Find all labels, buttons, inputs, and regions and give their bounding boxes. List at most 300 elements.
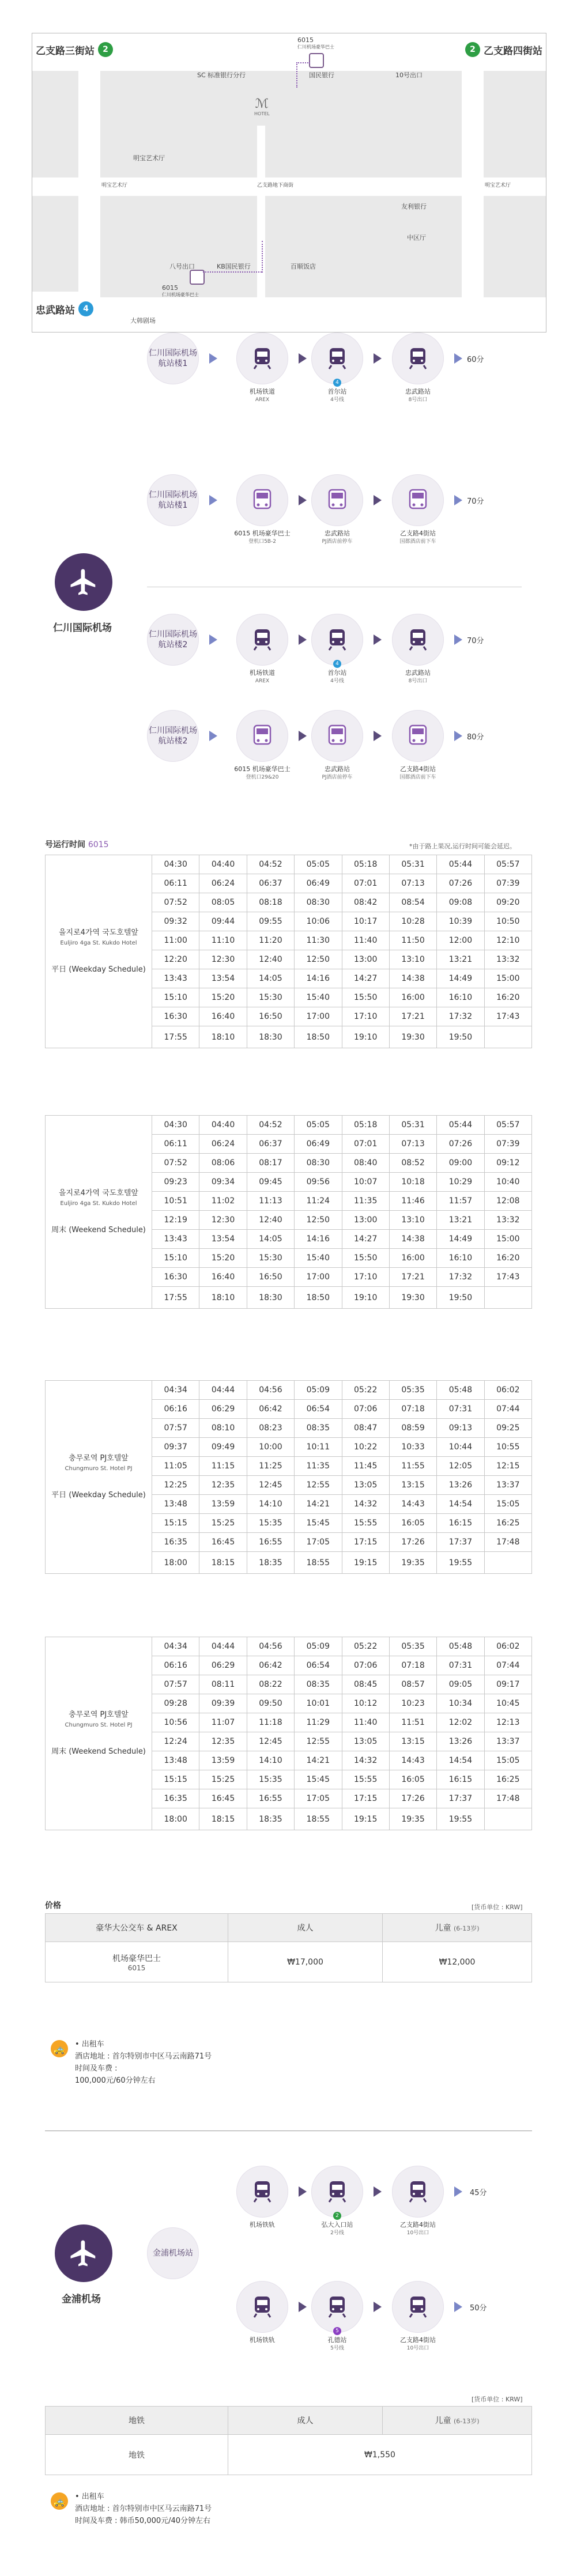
timetable-cell: 11:24 xyxy=(295,1192,342,1211)
timetable-cell: 17:15 xyxy=(342,1789,389,1808)
timetable-cell: 09:25 xyxy=(484,1419,531,1438)
timetable-cell: 09:32 xyxy=(152,912,199,931)
price2-header-adult: 成人 xyxy=(228,2407,383,2435)
route-step-caption xyxy=(380,765,455,781)
timetable-cell: 16:05 xyxy=(389,1770,436,1789)
timetable-cell: 16:35 xyxy=(152,1789,199,1808)
timetable-cell: 10:29 xyxy=(437,1173,484,1192)
timetable-cell: 12:05 xyxy=(437,1457,484,1476)
timetable-cell: 14:27 xyxy=(342,1230,389,1249)
timetable-cell: 06:54 xyxy=(295,1400,342,1419)
line-badge: 2 xyxy=(333,2212,341,2220)
train-node xyxy=(311,2166,363,2218)
route-duration: 45分 xyxy=(470,2189,487,2197)
timetable-stop-cell xyxy=(46,1381,152,1574)
route-start-node xyxy=(147,474,199,526)
route-step-caption xyxy=(225,765,300,781)
hotel-logo: ℳ HOTEL xyxy=(254,97,270,116)
taxi-fare: 韩币50,000元/40分钟左右 xyxy=(119,2517,211,2525)
route-step-name: 机场铁轨 xyxy=(250,2221,275,2228)
timetable-cell: 16:50 xyxy=(247,1007,294,1026)
timetable-cell: 11:29 xyxy=(295,1713,342,1732)
station-name: 乙支路三街站 xyxy=(36,45,95,57)
route-arrow xyxy=(374,2302,382,2312)
timetable-cell: 09:45 xyxy=(247,1173,294,1192)
timetable-cell: 12:24 xyxy=(152,1732,199,1751)
timetable-cell: 06:29 xyxy=(199,1656,247,1675)
timetable-cell: 13:59 xyxy=(199,1495,247,1514)
timetable-cell: 11:30 xyxy=(295,931,342,950)
timetable-cell: 17:10 xyxy=(342,1007,389,1026)
timetable-cell: 14:05 xyxy=(247,969,294,988)
route-step-name: 机场铁道 xyxy=(250,669,275,677)
route-arrow xyxy=(374,634,382,645)
taxi-title: • 出租车 xyxy=(75,2040,104,2049)
route-step-caption xyxy=(300,669,375,685)
route-step-name: 乙支路4街站 xyxy=(400,2336,436,2344)
train-node xyxy=(236,2281,288,2333)
street xyxy=(78,33,100,332)
route-step-sub: 国都酒店前下车 xyxy=(399,775,436,780)
timetable-cell: 15:00 xyxy=(484,1230,531,1249)
timetable-cell: 19:35 xyxy=(389,1552,436,1574)
timetable-cell: 06:29 xyxy=(199,1400,247,1419)
timetable-cell: 19:15 xyxy=(342,1808,389,1830)
timetable-cell: 11:18 xyxy=(247,1713,294,1732)
timetable-cell: 19:10 xyxy=(342,1026,389,1048)
map-label: 八号出口 xyxy=(169,263,195,270)
route-start-label: 仁川国际机场航站楼1 xyxy=(149,490,197,510)
route-arrow xyxy=(299,2302,307,2312)
timetable-cell: 13:37 xyxy=(484,1476,531,1495)
location-map xyxy=(32,33,546,333)
timetable-cell: 08:54 xyxy=(389,893,436,912)
timetable-cell: 12:50 xyxy=(295,950,342,969)
timetable-cell: 12:50 xyxy=(295,1211,342,1230)
timetable-cell: 17:10 xyxy=(342,1268,389,1287)
line-badge: 4 xyxy=(333,660,341,668)
train-node xyxy=(311,2281,363,2333)
timetable-cell: 17:05 xyxy=(295,1789,342,1808)
route-step-caption xyxy=(225,530,300,546)
timetable-cell: 12:45 xyxy=(247,1732,294,1751)
timetable-cell: 09:39 xyxy=(199,1694,247,1713)
timetable-cell: 17:32 xyxy=(437,1007,484,1026)
timetable-cell: 08:59 xyxy=(389,1419,436,1438)
timetable-cell: 18:15 xyxy=(199,1552,247,1574)
timetable-cell: 16:25 xyxy=(484,1514,531,1533)
timetable-cell: 08:05 xyxy=(199,893,247,912)
timetable-cell: 11:51 xyxy=(389,1713,436,1732)
bus-stop-code: 6015 xyxy=(297,36,314,44)
schedule-type: 平日 (Weekday Schedule) xyxy=(51,965,146,974)
timetable-cell: 08:10 xyxy=(199,1419,247,1438)
timetable-cell: 17:55 xyxy=(152,1287,199,1309)
route-step-name: 忠武路站 xyxy=(325,530,350,537)
timetable-cell: 12:35 xyxy=(199,1476,247,1495)
timetable-cell: 11:15 xyxy=(199,1457,247,1476)
timetable-cell: 17:00 xyxy=(295,1268,342,1287)
timetable-cell: 15:15 xyxy=(152,1514,199,1533)
timetable-cell: 10:06 xyxy=(295,912,342,931)
timetable-cell: 13:26 xyxy=(437,1476,484,1495)
train-node xyxy=(392,333,444,384)
timetable-row xyxy=(46,1637,532,1656)
timetable-cell: 13:05 xyxy=(342,1732,389,1751)
timetable-cell: 15:25 xyxy=(199,1770,247,1789)
incheon-airport-icon xyxy=(55,553,112,611)
timetable-cell: 10:07 xyxy=(342,1173,389,1192)
route-arrow xyxy=(209,634,217,645)
timetable-cell: 14:38 xyxy=(389,969,436,988)
timetable-cell: 17:48 xyxy=(484,1789,531,1808)
timetable-cell: 14:16 xyxy=(295,1230,342,1249)
route-step-sub: 2号线 xyxy=(330,2230,344,2236)
timetable-cell: 13:21 xyxy=(437,950,484,969)
taxi-title: • 出租车 xyxy=(75,2492,104,2501)
timetable-cell: 13:00 xyxy=(342,950,389,969)
timetable-cell: 07:06 xyxy=(342,1656,389,1675)
route-start-node xyxy=(147,710,199,762)
map-label: 明宝艺术厅 xyxy=(101,183,128,188)
timetable-cell: 12:35 xyxy=(199,1732,247,1751)
price2-fare: ₩1,550 xyxy=(228,2435,532,2475)
station-chungmuro xyxy=(32,292,100,326)
timetable-cell: 17:21 xyxy=(389,1007,436,1026)
price2-header-child-label: 儿童 xyxy=(435,2416,451,2426)
timetable-cell: 10:40 xyxy=(484,1173,531,1192)
route-arrow xyxy=(454,2302,462,2312)
timetable-cell: 04:56 xyxy=(247,1381,294,1400)
route-arrow xyxy=(454,2186,462,2197)
timetable-title-text: 号运行时间 xyxy=(45,840,85,849)
timetable-cell: 05:48 xyxy=(437,1637,484,1656)
timetable-cell: 09:37 xyxy=(152,1438,199,1457)
timetable-cell: 09:13 xyxy=(437,1419,484,1438)
timetable-cell: 13:00 xyxy=(342,1211,389,1230)
timetable-cell: 16:20 xyxy=(484,1249,531,1268)
timetable-cell xyxy=(484,1552,531,1574)
route-step-name: 乙支路4街站 xyxy=(400,2221,436,2228)
timetable-cell: 06:11 xyxy=(152,874,199,893)
timetable-cell: 12:30 xyxy=(199,1211,247,1230)
timetable-cell: 04:34 xyxy=(152,1381,199,1400)
timetable-cell: 08:42 xyxy=(342,893,389,912)
timetable-cell: 19:55 xyxy=(437,1552,484,1574)
timetable-cell: 04:44 xyxy=(199,1381,247,1400)
timetable-cell: 16:10 xyxy=(437,988,484,1007)
timetable-cell: 09:17 xyxy=(484,1675,531,1694)
station-euljiro4 xyxy=(458,33,546,67)
route-arrow xyxy=(299,2186,307,2197)
timetable-cell: 08:45 xyxy=(342,1675,389,1694)
timetable-cell: 04:44 xyxy=(199,1637,247,1656)
stop-name-kr: 을지로4가역 국도호텔앞 xyxy=(59,1189,138,1198)
timetable-cell: 07:44 xyxy=(484,1656,531,1675)
timetable-cell: 14:43 xyxy=(389,1495,436,1514)
timetable-cell: 16:40 xyxy=(199,1268,247,1287)
timetable-cell: 07:39 xyxy=(484,874,531,893)
timetable-cell: 18:00 xyxy=(152,1552,199,1574)
timetable-cell: 11:50 xyxy=(389,931,436,950)
timetable-cell: 15:45 xyxy=(295,1770,342,1789)
timetable-cell: 04:56 xyxy=(247,1637,294,1656)
walk-path xyxy=(262,241,264,273)
timetable xyxy=(45,1115,532,1309)
route-step-caption xyxy=(300,388,375,404)
taxi-fare-line xyxy=(75,2515,212,2527)
timetable-cell: 15:25 xyxy=(199,1514,247,1533)
route-start-node xyxy=(147,614,199,666)
timetable-cell: 15:55 xyxy=(342,1770,389,1789)
map-label: 10号出口 xyxy=(395,71,423,79)
route-step-caption xyxy=(380,2221,455,2237)
route-step-caption xyxy=(225,2336,300,2344)
timetable-cell: 06:49 xyxy=(295,1135,342,1154)
bus-stop-node xyxy=(311,710,363,762)
timetable-cell: 10:50 xyxy=(484,912,531,931)
line-badge: 5 xyxy=(333,2327,341,2335)
timetable-cell: 11:05 xyxy=(152,1457,199,1476)
timetable-cell: 08:11 xyxy=(199,1675,247,1694)
timetable-cell: 10:22 xyxy=(342,1438,389,1457)
timetable-cell: 10:23 xyxy=(389,1694,436,1713)
timetable-cell: 18:30 xyxy=(247,1287,294,1309)
bus-stop-icon xyxy=(309,53,324,68)
timetable-cell: 15:10 xyxy=(152,1249,199,1268)
train-node xyxy=(392,614,444,666)
map-label: 明宝艺术厅 xyxy=(133,154,165,162)
route-arrow xyxy=(374,2186,382,2197)
route-step-sub: 8号出口 xyxy=(408,397,428,403)
route-step-caption xyxy=(380,530,455,546)
route-step-sub: 4号线 xyxy=(330,397,344,403)
timetable-cell: 17:32 xyxy=(437,1268,484,1287)
timetable-cell: 09:12 xyxy=(484,1154,531,1173)
bus-stop-node xyxy=(236,474,288,526)
timetable-cell: 13:32 xyxy=(484,1211,531,1230)
timetable-stop-cell xyxy=(46,855,152,1048)
timetable-cell: 08:30 xyxy=(295,1154,342,1173)
timetable-cell: 12:00 xyxy=(437,931,484,950)
route-step-name: 机场铁道 xyxy=(250,388,275,395)
timetable-cell: 09:08 xyxy=(437,893,484,912)
timetable-cell: 05:18 xyxy=(342,855,389,874)
timetable-cell: 17:15 xyxy=(342,1533,389,1552)
price-header-child-age: (6-13岁) xyxy=(453,1925,480,1932)
route-step-name: 乙支路4街站 xyxy=(400,530,436,537)
timetable-cell: 19:30 xyxy=(389,1287,436,1309)
timetable-cell: 09:00 xyxy=(437,1154,484,1173)
walk-path xyxy=(203,271,262,274)
timetable-cell: 14:54 xyxy=(437,1495,484,1514)
timetable-cell: 08:30 xyxy=(295,893,342,912)
timetable-cell: 18:35 xyxy=(247,1808,294,1830)
taxi-fare-label: 时间及车费 : xyxy=(75,2064,118,2073)
timetable-cell: 14:27 xyxy=(342,969,389,988)
timetable-cell: 18:00 xyxy=(152,1808,199,1830)
timetable-cell: 11:35 xyxy=(295,1457,342,1476)
timetable-cell: 14:10 xyxy=(247,1751,294,1770)
timetable-cell: 08:22 xyxy=(247,1675,294,1694)
timetable-cell: 10:00 xyxy=(247,1438,294,1457)
timetable-cell: 17:26 xyxy=(389,1533,436,1552)
map-label: 中区厅 xyxy=(407,234,426,241)
timetable-cell: 13:10 xyxy=(389,950,436,969)
timetable-cell: 12:40 xyxy=(247,1211,294,1230)
timetable-cell xyxy=(484,1808,531,1830)
route-duration: 70分 xyxy=(467,497,484,506)
timetable-cell: 05:22 xyxy=(342,1637,389,1656)
timetable-cell: 15:05 xyxy=(484,1751,531,1770)
street xyxy=(257,126,265,332)
timetable-cell: 14:32 xyxy=(342,1495,389,1514)
map-label: 大韩剧场 xyxy=(130,317,156,324)
price2-header-type: 地铁 xyxy=(46,2407,228,2435)
timetable-cell: 16:15 xyxy=(437,1770,484,1789)
timetable-cell: 19:30 xyxy=(389,1026,436,1048)
timetable-cell: 12:45 xyxy=(247,1476,294,1495)
bus-stop-desc: 仁川机场豪华巴士 xyxy=(297,44,334,50)
timetable-cell: 05:09 xyxy=(295,1381,342,1400)
timetable-cell: 15:55 xyxy=(342,1514,389,1533)
timetable-cell: 08:17 xyxy=(247,1154,294,1173)
timetable-cell: 09:49 xyxy=(199,1438,247,1457)
timetable-cell: 12:02 xyxy=(437,1713,484,1732)
timetable-cell: 09:55 xyxy=(247,912,294,931)
timetable-cell: 10:39 xyxy=(437,912,484,931)
map-label: 国民银行 xyxy=(309,71,334,79)
timetable-cell: 14:21 xyxy=(295,1495,342,1514)
timetable-cell: 11:40 xyxy=(342,931,389,950)
timetable-cell: 13:26 xyxy=(437,1732,484,1751)
timetable-cell: 17:05 xyxy=(295,1533,342,1552)
train-node xyxy=(311,614,363,666)
line-badge: 4 xyxy=(78,301,93,316)
timetable-cell: 04:52 xyxy=(247,1116,294,1135)
timetable-cell: 05:57 xyxy=(484,1116,531,1135)
timetable-cell: 14:32 xyxy=(342,1751,389,1770)
timetable-cell: 16:45 xyxy=(199,1533,247,1552)
timetable-cell: 18:55 xyxy=(295,1552,342,1574)
bus-stop-desc: 仁川机场豪华巴士 xyxy=(162,292,199,297)
timetable-cell: 06:16 xyxy=(152,1400,199,1419)
timetable-cell: 19:10 xyxy=(342,1287,389,1309)
timetable-cell: 13:15 xyxy=(389,1732,436,1751)
timetable-cell: 05:35 xyxy=(389,1637,436,1656)
timetable-cell: 07:31 xyxy=(437,1656,484,1675)
timetable-cell: 15:50 xyxy=(342,988,389,1007)
timetable-cell: 10:56 xyxy=(152,1713,199,1732)
timetable xyxy=(45,855,532,1048)
timetable-cell: 06:02 xyxy=(484,1637,531,1656)
taxi-info xyxy=(75,2038,212,2087)
timetable-cell: 11:40 xyxy=(342,1713,389,1732)
airport-label: 仁川国际机场 xyxy=(53,622,112,634)
timetable-cell: 05:18 xyxy=(342,1116,389,1135)
timetable-cell: 15:50 xyxy=(342,1249,389,1268)
timetable-cell: 09:23 xyxy=(152,1173,199,1192)
timetable-cell: 15:20 xyxy=(199,1249,247,1268)
route-arrow xyxy=(454,731,462,741)
route-start-node xyxy=(147,333,199,384)
timetable-cell xyxy=(484,1026,531,1048)
timetable-cell: 16:00 xyxy=(389,1249,436,1268)
timetable-cell: 17:26 xyxy=(389,1789,436,1808)
timetable-cell: 15:35 xyxy=(247,1514,294,1533)
map-label: 明宝艺术厅 xyxy=(485,183,511,188)
timetable-cell: 04:30 xyxy=(152,855,199,874)
timetable-cell: 06:54 xyxy=(295,1656,342,1675)
timetable-cell: 16:20 xyxy=(484,988,531,1007)
timetable-cell: 05:57 xyxy=(484,855,531,874)
price-row-code: 6015 xyxy=(127,1963,146,1972)
map-label: KB国民银行 xyxy=(217,263,251,270)
price-title: 价格 xyxy=(45,1901,61,1910)
route-arrow xyxy=(299,495,307,505)
map-label: 百顺饭店 xyxy=(291,263,316,270)
timetable-cell: 12:20 xyxy=(152,950,199,969)
timetable-cell: 06:24 xyxy=(199,874,247,893)
timetable-cell: 07:18 xyxy=(389,1656,436,1675)
timetable-cell: 09:28 xyxy=(152,1694,199,1713)
timetable-cell: 05:22 xyxy=(342,1381,389,1400)
timetable-cell: 15:30 xyxy=(247,1249,294,1268)
timetable-cell: 16:10 xyxy=(437,1249,484,1268)
timetable-cell: 18:10 xyxy=(199,1287,247,1309)
bus-stop-node xyxy=(392,474,444,526)
route-step-sub: 8号出口 xyxy=(408,678,428,684)
timetable-cell: 13:15 xyxy=(389,1476,436,1495)
walk-path xyxy=(296,62,299,88)
route-arrow xyxy=(299,731,307,741)
timetable-cell: 07:26 xyxy=(437,1135,484,1154)
route-duration: 50分 xyxy=(470,2304,487,2313)
timetable-cell: 06:49 xyxy=(295,874,342,893)
timetable-cell: 15:15 xyxy=(152,1770,199,1789)
route-step-name: 机场铁轨 xyxy=(250,2336,275,2344)
route-step-name: 6015 机场豪华巴士 xyxy=(234,530,291,537)
route-step-sub: PJ酒店前停车 xyxy=(322,775,353,780)
timetable-cell: 11:13 xyxy=(247,1192,294,1211)
timetable-cell: 10:34 xyxy=(437,1694,484,1713)
timetable-cell: 16:05 xyxy=(389,1514,436,1533)
stop-name-en: Euljiro 4ga St. Kukdo Hotel xyxy=(60,940,137,946)
station-name: 忠武路站 xyxy=(36,304,75,316)
route-step-sub: 5号线 xyxy=(330,2345,344,2351)
timetable-cell: 12:15 xyxy=(484,1457,531,1476)
route-step-name: 忠武路站 xyxy=(325,765,350,773)
timetable-cell: 14:10 xyxy=(247,1495,294,1514)
route-step-sub: 10号出口 xyxy=(406,2230,429,2236)
timetable-cell: 04:40 xyxy=(199,855,247,874)
price-row-name xyxy=(46,1942,228,1982)
route-step-name: 弘大入口站 xyxy=(321,2221,353,2228)
route-start-label: 金浦机场站 xyxy=(153,2249,193,2258)
timetable-cell: 10:12 xyxy=(342,1694,389,1713)
timetable-cell: 16:40 xyxy=(199,1007,247,1026)
timetable-cell: 16:15 xyxy=(437,1514,484,1533)
timetable-cell: 04:30 xyxy=(152,1116,199,1135)
timetable-cell: 18:10 xyxy=(199,1026,247,1048)
timetable-cell: 05:44 xyxy=(437,855,484,874)
timetable-cell: 14:05 xyxy=(247,1230,294,1249)
timetable xyxy=(45,1380,532,1574)
timetable-cell: 16:30 xyxy=(152,1007,199,1026)
price-header-adult: 成人 xyxy=(228,1914,383,1942)
route-step-name: 忠武路站 xyxy=(405,388,431,395)
line-badge: 2 xyxy=(98,42,113,57)
